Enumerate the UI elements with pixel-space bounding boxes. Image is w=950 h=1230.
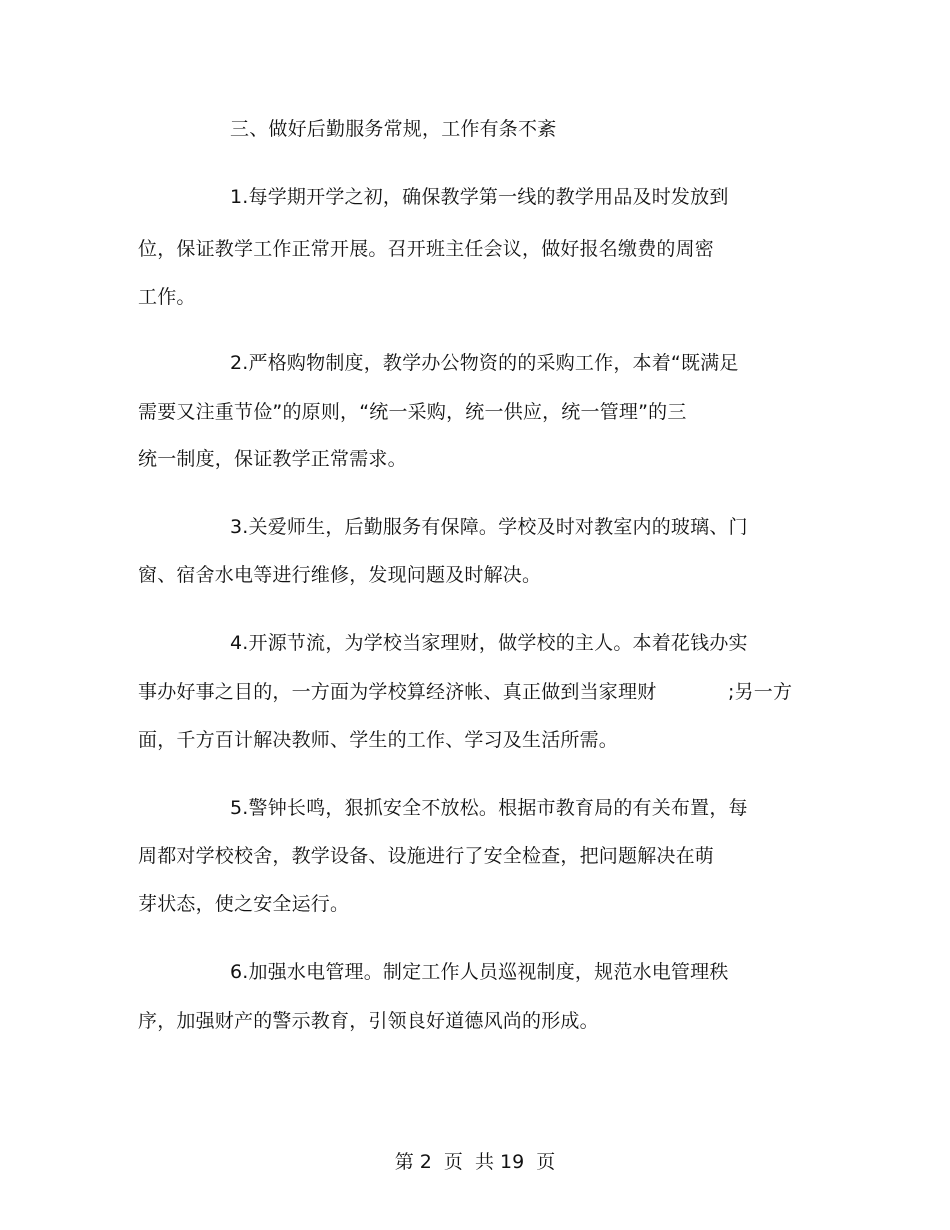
paragraph-6-line-1: 6.加强水电管理。制定工作人员巡视制度，规范水电管理秩	[230, 961, 729, 983]
paragraph-2-line-2: 需要又注重节俭”的原则，“统一采购，统一供应，统一管理”的三	[138, 401, 687, 423]
section-heading: 三、做好后勤服务常规，工作有条不紊	[230, 118, 557, 140]
paragraph-5-line-1: 5.警钟长鸣，狠抓安全不放松。根据市教育局的有关布置，每	[230, 797, 748, 819]
paragraph-6-line-2: 序，加强财产的警示教育，引领良好道德风尚的形成。	[138, 1010, 599, 1032]
paragraph-5-line-2: 周都对学校校舍，教学设备、设施进行了安全检查，把问题解决在萌	[138, 845, 715, 867]
page-number-footer: 第 2 页 共 19 页	[394, 1151, 556, 1173]
paragraph-3-line-2: 窗、宿舍水电等进行维修，发现问题及时解决。	[138, 564, 542, 586]
paragraph-4-line-1: 4.开源节流，为学校当家理财，做学校的主人。本着花钱办实	[230, 632, 748, 654]
paragraph-5-line-3: 芽状态，使之安全运行。	[138, 893, 350, 915]
paragraph-1-line-3: 工作。	[138, 286, 196, 308]
paragraph-2-line-1: 2.严格购物制度，教学办公物资的的采购工作，本着“既满足	[230, 352, 739, 374]
paragraph-1-line-1: 1.每学期开学之初，确保教学第一线的教学用品及时发放到	[230, 186, 729, 208]
paragraph-4-line-2-tail: ;另一方	[728, 681, 793, 703]
paragraph-4-line-3: 面，千方百计解决教师、学生的工作、学习及生活所需。	[138, 729, 619, 751]
paragraph-4-line-2: 事办好事之目的，一方面为学校算经济帐、真正做到当家理财	[138, 681, 657, 703]
paragraph-3-line-1: 3.关爱师生，后勤服务有保障。学校及时对教室内的玻璃、门	[230, 516, 748, 538]
paragraph-2-line-3: 统一制度，保证教学正常需求。	[138, 448, 407, 470]
paragraph-1-line-2: 位，保证教学工作正常开展。召开班主任会议，做好报名缴费的周密	[138, 238, 715, 260]
